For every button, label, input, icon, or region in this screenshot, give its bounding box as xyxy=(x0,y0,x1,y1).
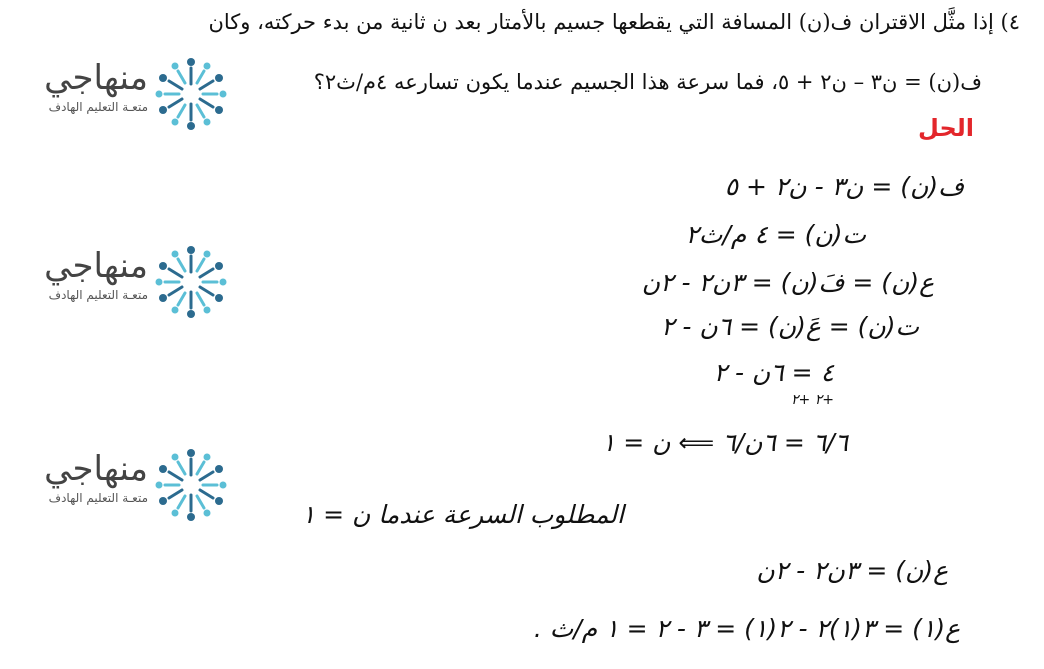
logo-tagline: متعـة التعليم الهادف xyxy=(48,288,148,302)
solution-step: ع(ن) = ٣ن٢ - ٢ن xyxy=(756,556,948,585)
question-line-2: ف(ن) = ن٣ – ن٢ + ٥، فما سرعة هذا الجسيم عندما يكون تسارعه ٤م/ث٢؟ xyxy=(313,70,982,94)
question-line-1: ٤) إذا مثَّل الاقتران ف(ن) المسافة التي يقطعها جسيم بالأمتار بعد ن ثانية من بدء حركته، وكان xyxy=(208,10,1020,34)
solution-step: المطلوب السرعة عندما ن = ١ xyxy=(301,500,624,529)
logo-flower-icon xyxy=(151,242,231,322)
logo-flower-icon xyxy=(151,445,231,525)
solution-step: ف(ن) = ن٣ - ن٢ + ٥ xyxy=(724,172,964,201)
solution-step: ٤ = ٦ن - ٢ xyxy=(713,358,834,387)
manhaji-logo xyxy=(8,54,233,134)
solution-title: الحل xyxy=(918,114,974,142)
logo-name: منهاجي xyxy=(44,449,148,489)
solution-step: ع(١) = ٣(١)٢ - ٢(١) = ٣ - ٢ = ١ م/ث . xyxy=(533,614,960,643)
logo-flower-icon xyxy=(151,54,231,134)
logo-tagline: متعـة التعليم الهادف xyxy=(48,491,148,505)
logo-name: منهاجي xyxy=(44,246,148,286)
logo-tagline: متعـة التعليم الهادف xyxy=(48,100,148,114)
manhaji-logo xyxy=(8,445,233,525)
logo-name: منهاجي xyxy=(44,58,148,98)
solution-step: ت(ن) = عَ(ن) = ٦ن - ٢ xyxy=(660,312,919,341)
solution-step: ت(ن) = ٤ م/ث٢ xyxy=(685,220,866,249)
solution-step: ع(ن) = فَ(ن) = ٣ن٢ - ٢ن xyxy=(641,268,934,297)
manhaji-logo xyxy=(8,242,233,322)
solution-step: ٦/٦ = ٦ن/٦ ⟸ ن = ١ xyxy=(601,428,848,457)
solution-step: +٢ +٢ xyxy=(791,392,834,408)
